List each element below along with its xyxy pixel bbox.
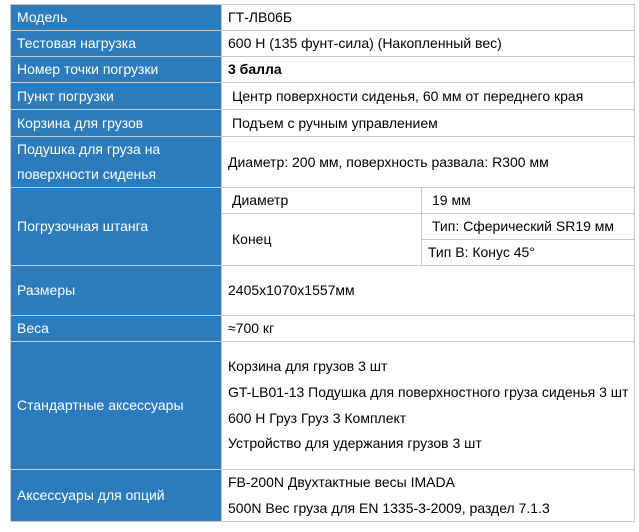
list-item: FB-200N Двухтактные весы IMADA [228, 474, 455, 490]
table-row-loading-point [11, 83, 635, 110]
table-row-load-basket [11, 110, 635, 137]
row-value-weight: ≈700 кг [222, 316, 635, 342]
list-item: 600 Н Груз Груз 3 Комплект [228, 409, 407, 426]
row-label-loading-rod: Погрузочная штанга [11, 188, 222, 266]
row-value-test-load: 600 Н (135 фунт-сила) (Накопленный вес) [222, 31, 635, 57]
row-label-weight: Веса [11, 316, 222, 342]
row-label-optional-accessories: Аксессуары для опций [11, 470, 222, 522]
row-label-loading-points: Номер точки погрузки [11, 57, 222, 83]
table-row-optional-accessories [11, 470, 635, 522]
rod-end-type-b: Тип B: Конус 45° [422, 240, 635, 266]
rod-diameter-value: 19 мм [422, 188, 635, 214]
rod-end-label: Конец [222, 214, 422, 266]
rod-end-type-a: Тип: Сферический SR19 мм [422, 214, 635, 240]
table-row-test-load [11, 31, 635, 57]
standard-accessories-list [222, 342, 635, 470]
row-label-seat-cushion: Подушка для груза на поверхности сиденья [11, 137, 222, 188]
list-item: Устройство для удержания грузов 3 шт [228, 435, 482, 452]
row-value-load-basket: Подъем с ручным управлением [222, 110, 635, 137]
table-row-dimensions [11, 266, 635, 316]
row-value-loading-point: Центр поверхности сиденья, 60 мм от переднего края [222, 83, 635, 110]
table-row-weight [11, 316, 635, 342]
row-label-test-load: Тестовая нагрузка [11, 31, 222, 57]
table-row-model [11, 5, 635, 31]
rod-diameter-label: Диаметр [222, 188, 422, 214]
table-row-loading-points [11, 57, 635, 83]
row-label-loading-point: Пункт погрузки [11, 83, 222, 110]
row-label-standard-accessories: Стандартные аксессуары [11, 342, 222, 470]
row-label-load-basket: Корзина для грузов [11, 110, 222, 137]
row-value-dimensions: 2405x1070x1557мм [222, 266, 635, 316]
table-row-loading-rod [11, 188, 635, 214]
list-item: GT-LB01-13 Подушка для поверхностного груза сиденья 3 шт [228, 383, 629, 400]
row-value-model: ГТ-ЛВ06Б [222, 5, 635, 31]
list-item: Корзина для грузов 3 шт [228, 358, 388, 375]
optional-accessories-list [222, 470, 635, 522]
specification-table [10, 4, 635, 522]
row-label-dimensions: Размеры [11, 266, 222, 316]
row-label-model: Модель [11, 5, 222, 31]
row-value-loading-points: 3 балла [222, 57, 635, 83]
row-value-seat-cushion: Диаметр: 200 мм, поверхность развала: R300 мм [222, 137, 635, 188]
table-row-standard-accessories [11, 342, 635, 470]
table-row-seat-cushion [11, 137, 635, 188]
list-item: 500N Вес груза для EN 1335-3-2009, раздел 7.1.3 [228, 499, 550, 516]
